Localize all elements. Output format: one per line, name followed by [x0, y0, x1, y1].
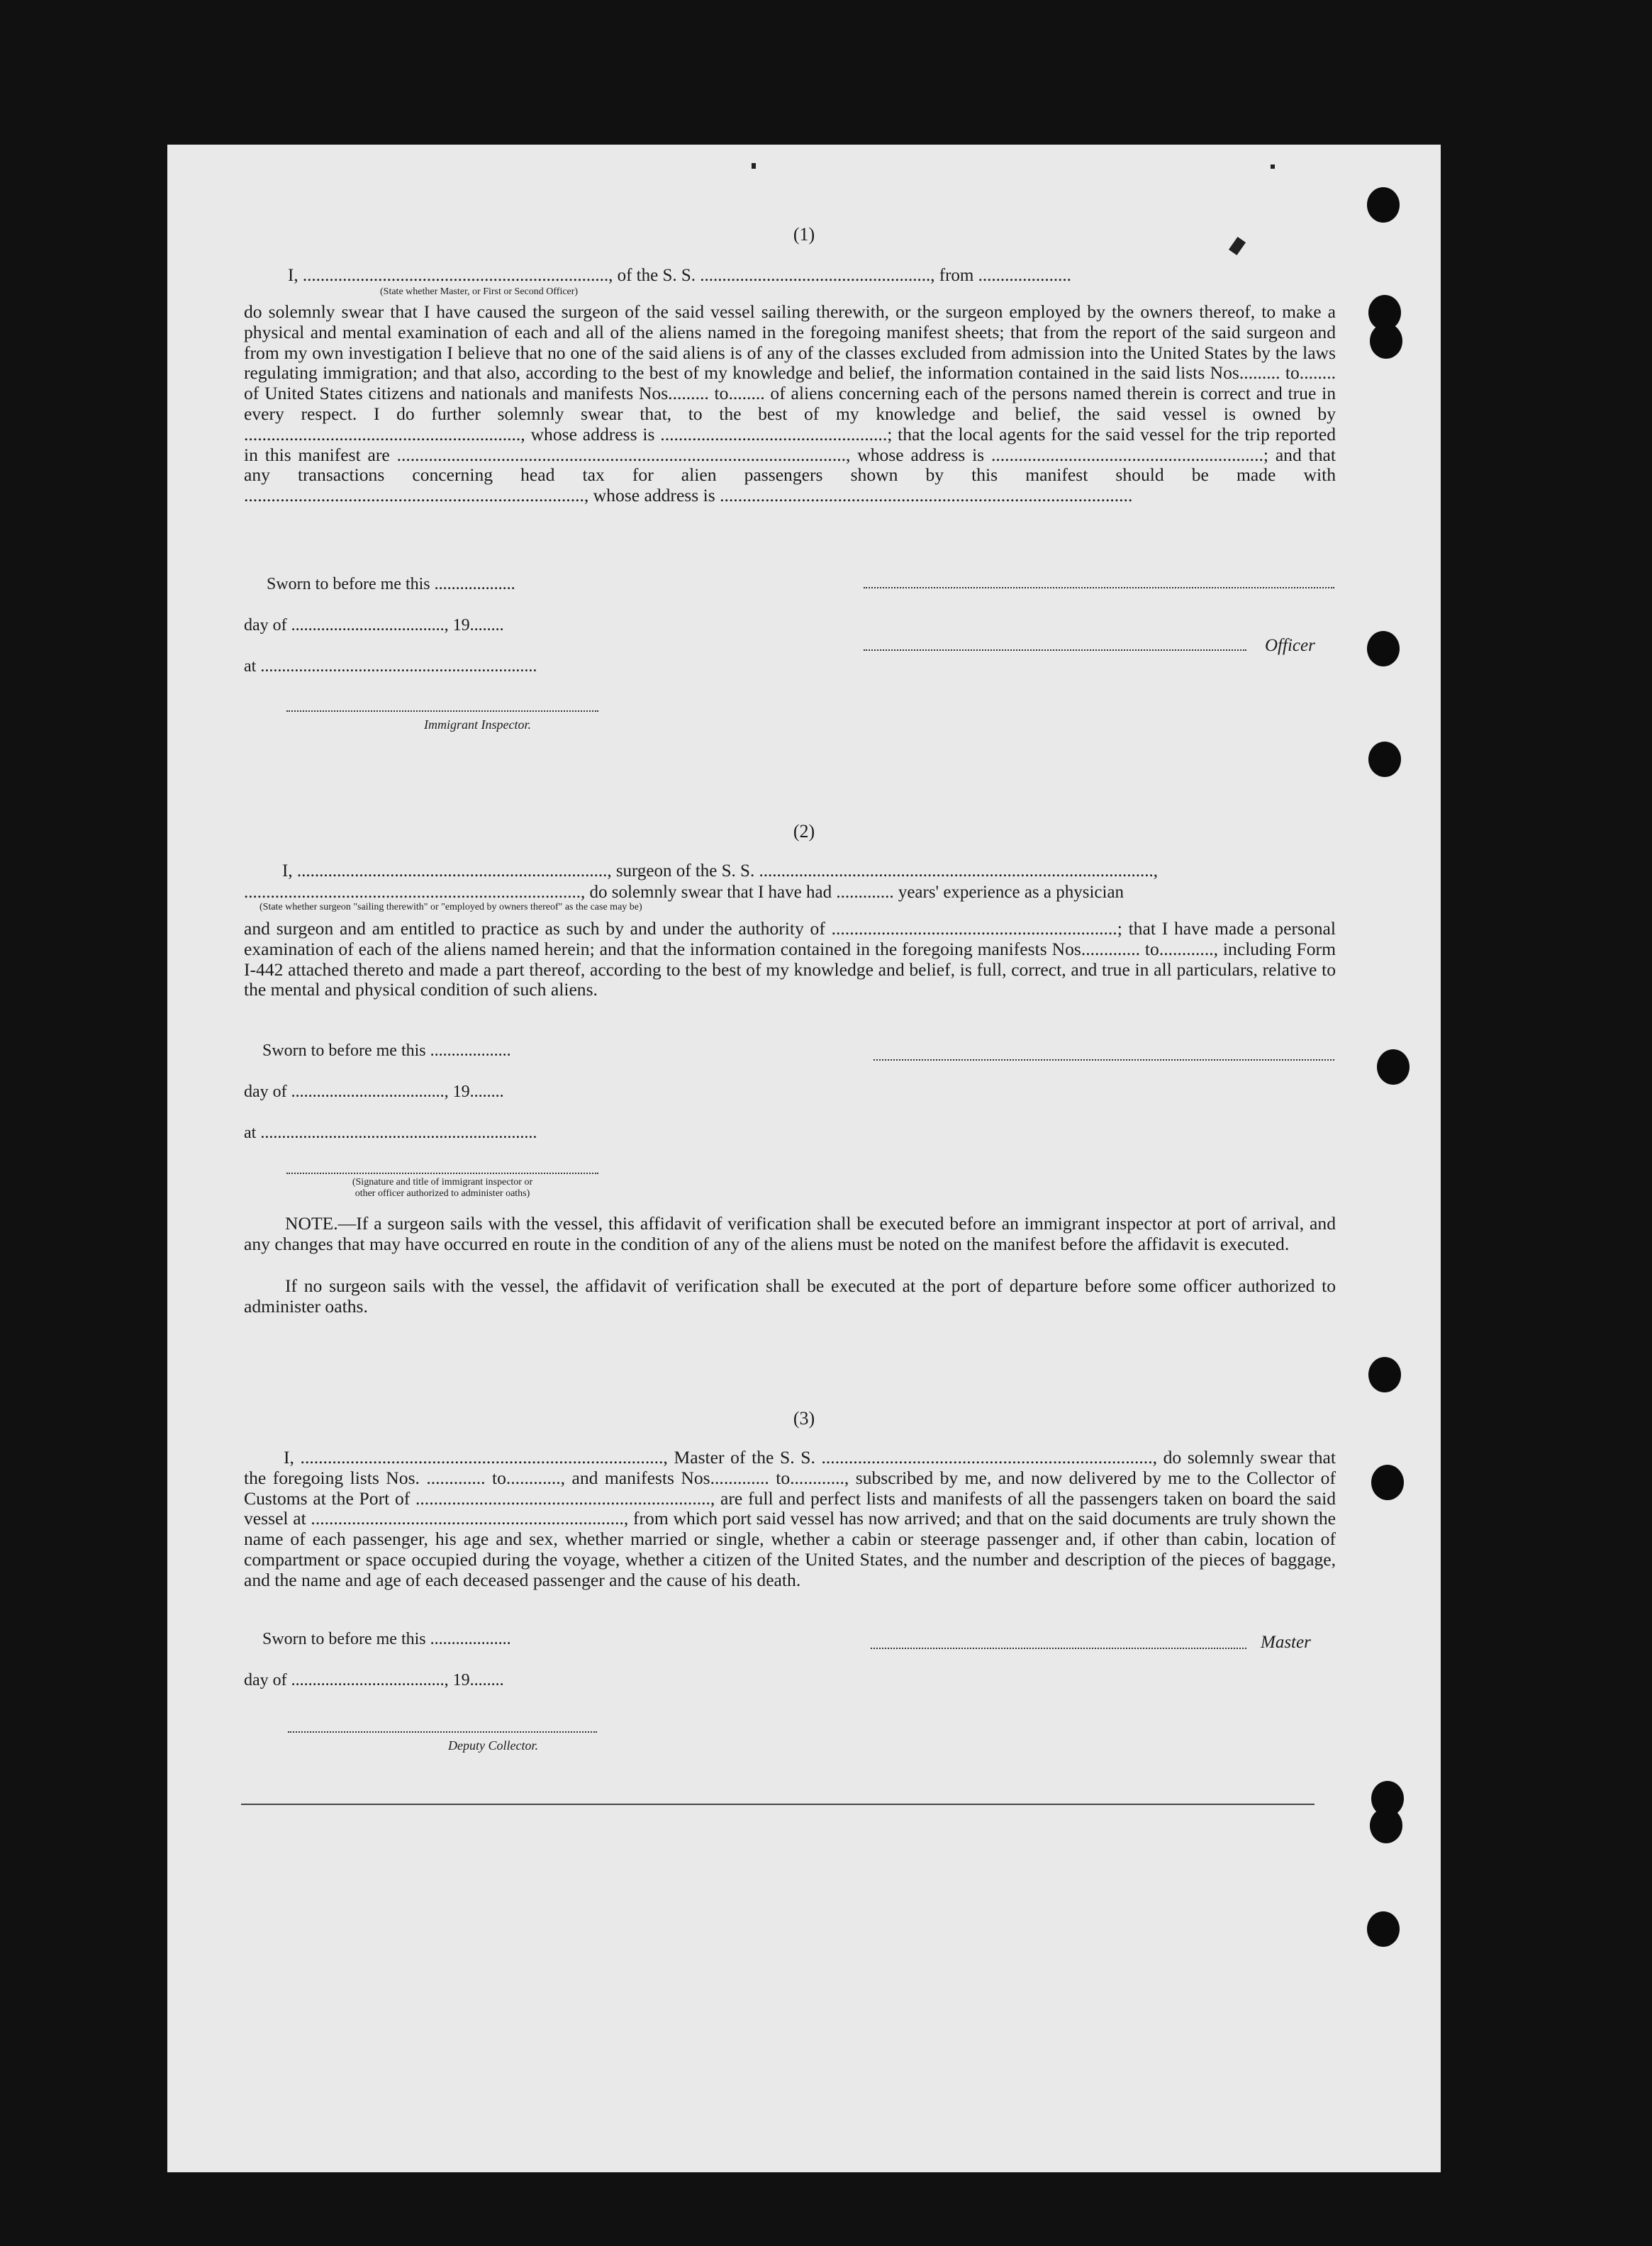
punch-hole: [1371, 1465, 1404, 1500]
section-2-sworn-line: Sworn to before me this ...................: [262, 1041, 511, 1060]
section-1-day-line: day of ...................................., 19........: [244, 616, 504, 635]
form-sheet: [167, 145, 1441, 2172]
punch-hole: [1367, 631, 1400, 666]
section-2-number: (2): [793, 821, 815, 842]
section-2-line-2: ............................................................................, do solemnly swear that I have had ............. years' experience as a physician: [244, 883, 1124, 902]
section-2-oath-text: and surgeon and am entitled to practice as such by and under the authority of ...............................................................; that I have made a personal examination of each of the aliens named herein; and that the information contained in the foregoing manifests Nos............. to............, including Form I-442 attached thereto and made a part thereof, according to the best of my knowledge and belief, is full, correct, and true in all particulars, relative to the mental and physical condition of such aliens.: [244, 918, 1336, 1000]
section-3-oath-text: [244, 1448, 1336, 1591]
section-2-signature-line: [874, 1059, 1334, 1061]
section-2-note-2: [244, 1276, 1336, 1317]
section-2-at-line: at .................................................................: [244, 1124, 537, 1142]
punch-hole: [1368, 742, 1401, 777]
punch-hole: [1367, 187, 1400, 223]
section-2-note-2-text: If no surgeon sails with the vessel, the affidavit of verification shall be executed at the port of departure before some officer authorized to administer oaths.: [244, 1275, 1336, 1317]
section-1-signature-line: [864, 587, 1334, 588]
section-2-note-1: [244, 1214, 1336, 1255]
punch-hole: [1370, 323, 1402, 359]
section-1-officer-line: [864, 649, 1246, 651]
section-3-number: (3): [793, 1408, 815, 1429]
section-1-sworn-line: Sworn to before me this ...................: [267, 575, 515, 593]
section-1-opening-note: (State whether Master, or First or Second Officer): [380, 286, 579, 297]
section-2-signature-note-2: other officer authorized to administer oaths): [355, 1188, 530, 1199]
bottom-rule: [241, 1804, 1315, 1805]
punch-hole: [1367, 1911, 1400, 1947]
scan-speck: [752, 163, 756, 169]
section-1-inspector-line: [286, 710, 598, 712]
punch-hole: [1377, 1049, 1410, 1085]
section-2-day-line: day of ...................................., 19........: [244, 1083, 504, 1101]
section-2-inspector-line: [286, 1173, 598, 1174]
section-1-inspector-label: Immigrant Inspector.: [424, 717, 531, 732]
punch-hole: [1368, 1357, 1401, 1392]
section-1-opening-line: I, ....................................................................., of the S. S. ...................................................., from .....................: [288, 266, 1071, 285]
section-2-line-2-note: (State whether surgeon "sailing therewith" or "employed by owners thereof" as the case may be): [259, 902, 642, 912]
section-3-collector-label: Deputy Collector.: [448, 1738, 538, 1753]
section-2-note-1-text: NOTE.—If a surgeon sails with the vessel, this affidavit of verification shall be executed before an immigrant inspector at port of arrival, and any changes that may have occurred en route in the condition of any of the aliens must be noted on the manifest before the affidavit is executed.: [244, 1213, 1336, 1254]
section-1-at-line: at .................................................................: [244, 657, 537, 676]
section-3-oath-body: I, ................................................................................, Master of the S. S. ........................................................................., do solemnly swear that the foregoing lists Nos. ............. to............, and manifests Nos............. to............, subscribed by me, and now delivered by me to the Collector of Customs at the Port of ................................................................., are full and perfect lists and manifests of all the passengers taken on board the said vessel at ....................................................................., from which port said vessel has now arrived; and that on the said documents are truly shown the name of each passenger, his age and sex, whether married or single, whether a cabin or steerage passenger and, if other than cabin, location of compartment or space occupied during the voyage, whether a citizen of the United States, and the number and description of the pieces of baggage, and the name and age of each deceased passenger and the cause of his death.: [244, 1447, 1336, 1590]
section-1-oath-text: do solemnly swear that I have caused the surgeon of the said vessel sailing therewith, or the surgeon employed by the owners thereof, to make a physical and mental examination of each and all of the aliens named in the foregoing manifest sheets; that from the report of the said surgeon and from my own investigation I believe that no one of the said aliens is of any of the classes excluded from admission into the United States by the laws regulating immigration; and that also, according to the best of my knowledge and belief, the information contained in the said lists Nos......... to........ of United States citizens and nationals and manifests Nos......... to........ of aliens concerning each of the persons named therein is correct and true in every respect. I do further solemnly swear that, to the best of my knowledge and belief, the said vessel is owned by ............................................................., whose address is ..................................................; that the local agents for the said vessel for the trip reported in this manifest are ..................................................................................................., whose address is ............................................................; and that any transactions concerning head tax for alien passengers shown by this manifest should be made with ..........................................................................., whose address is ...........................................................................................: [244, 301, 1336, 506]
section-1-number: (1): [793, 224, 815, 245]
section-3-day-line: day of ...................................., 19........: [244, 1671, 504, 1689]
section-3-sworn-line: Sworn to before me this ...................: [262, 1630, 511, 1648]
section-2-line-1: I, ......................................................................, surgeon of the S. S. .........................................................................................,: [282, 861, 1158, 881]
section-3-collector-line: [288, 1731, 597, 1733]
scan-speck: [1271, 164, 1275, 169]
section-3-master-line: [871, 1648, 1246, 1649]
section-3-master-label: Master: [1261, 1633, 1311, 1652]
section-1-officer-label: Officer: [1265, 636, 1315, 655]
section-2-signature-note-1: (Signature and title of immigrant inspector or: [352, 1177, 533, 1188]
punch-hole: [1370, 1808, 1402, 1843]
